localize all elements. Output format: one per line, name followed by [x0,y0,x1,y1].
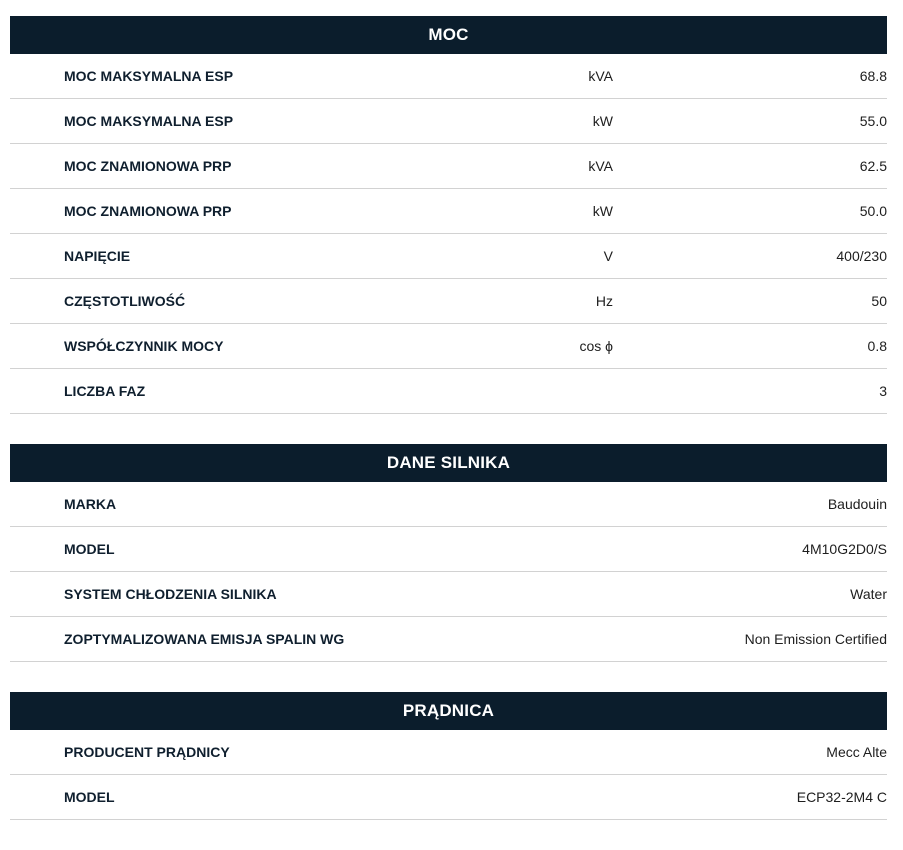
section-engine-data [10,444,887,662]
spec-value: Non Emission Certified [744,631,887,647]
spec-label: ZOPTYMALIZOWANA EMISJA SPALIN WG [64,631,345,647]
spec-unit: kW [592,113,613,129]
spec-unit: cos ϕ [579,338,613,354]
spec-row [10,527,887,572]
spec-value: 50 [871,293,887,309]
spec-sheet [10,16,887,850]
section-moc [10,16,887,414]
spec-value: 400/230 [836,248,887,264]
spec-value: Baudouin [827,496,887,512]
spec-label: MOC ZNAMIONOWA PRP [64,158,232,174]
section-header: PRĄDNICA [10,692,887,730]
spec-value: Water [850,586,887,602]
spec-row [10,617,887,662]
spec-value: 3 [879,383,887,399]
spec-row [10,482,887,527]
spec-label: MARKA [64,496,117,512]
section-header: MOC [10,16,887,54]
spec-label: LICZBA FAZ [64,383,146,399]
section-alternator [10,692,887,820]
spec-value: 0.8 [867,338,887,354]
spec-value: 62.5 [859,158,887,174]
spec-unit: Hz [595,293,613,309]
spec-value: ECP32-2M4 C [796,789,887,805]
spec-unit: V [603,248,613,264]
spec-row [10,189,887,234]
spec-row [10,234,887,279]
spec-row [10,99,887,144]
spec-label: NAPIĘCIE [64,248,131,264]
spec-label: MODEL [64,541,115,557]
spec-row [10,369,887,414]
spec-label: CZĘSTOTLIWOŚĆ [64,293,186,309]
spec-value: 55.0 [859,113,887,129]
spec-value: 4M10G2D0/S [802,541,887,557]
spec-row [10,54,887,99]
spec-label: MOC ZNAMIONOWA PRP [64,203,232,219]
spec-unit: kVA [588,158,613,174]
spec-label: MODEL [64,789,115,805]
spec-row [10,144,887,189]
spec-value: 50.0 [859,203,887,219]
spec-value: Mecc Alte [826,744,887,760]
spec-unit: kW [592,203,613,219]
spec-label: SYSTEM CHŁODZENIA SILNIKA [64,586,277,602]
spec-unit: kVA [588,68,613,84]
spec-label: MOC MAKSYMALNA ESP [64,68,234,84]
spec-row [10,730,887,775]
spec-row [10,775,887,820]
spec-label: MOC MAKSYMALNA ESP [64,113,234,129]
spec-row [10,279,887,324]
spec-label: PRODUCENT PRĄDNICY [64,744,230,760]
spec-value: 68.8 [859,68,887,84]
spec-label: WSPÓŁCZYNNIK MOCY [64,338,224,354]
section-header: DANE SILNIKA [10,444,887,482]
spec-row [10,324,887,369]
spec-row [10,572,887,617]
